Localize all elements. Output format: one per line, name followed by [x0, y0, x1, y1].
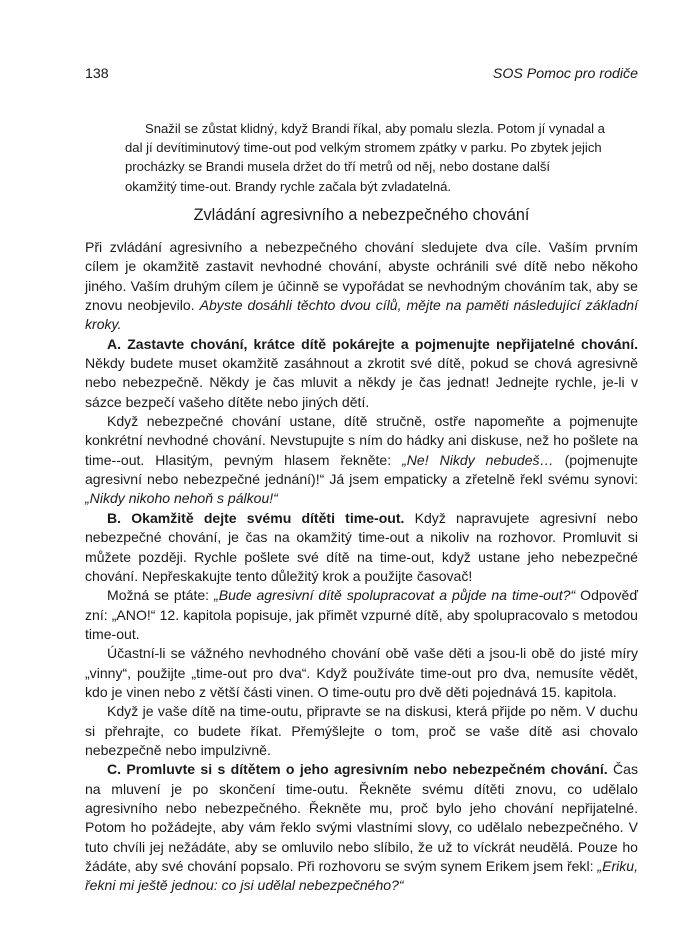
step-b-heading: B. Okamžitě dejte svému dítěti time-out.: [107, 509, 405, 526]
step-c-quote: „Eriku, řekni mi ještě jednou: co jsi udělal nebezpečného?“: [85, 858, 638, 894]
two-children-paragraph: Účastní-li se vážného nevhodného chování obě vaše děti a jsou-li obě do jisté míry „vinny“, použijte „time-out pro dva“. Když používáte time-out pro dva, nemusíte vědět, kdo je vinen nebo z větší části vinen. O time-outu pro dvě děti pojednává 15. kapitola.: [85, 645, 638, 700]
example-paragraph: Snažil se zůstat klidný, když Brandi říkal, aby pomalu slezla. Potom jí vynadal a dal jí devítiminutový time-out pod velkým stromem zpátky v parku. Po zbytek jejich procházky se Brandi musela držet do tří metrů od něj, nebo dostane další okamžitý time-out. Brandy rychle začala být zvladatelná.: [125, 121, 605, 194]
question-quote: „Bude agresivní dítě spolupracovat a půjde na time-out?“: [214, 587, 576, 604]
question-text-1: Možná se ptáte:: [107, 587, 215, 604]
intro-paragraph: [85, 238, 638, 335]
reprimand-text-2: (pojmenujte agresivní nebo nebezpečné jednání)!“ Já jsem empaticky a zřetelně řekl svému synovi:: [85, 451, 638, 488]
question-text-2: Odpověď zní: „ANO!“ 12. kapitola popisuje, jak přimět vzpurné dítě, aby spolupracovalo s metodou time-out.: [85, 587, 638, 642]
reprimand-paragraph: [85, 412, 638, 509]
step-a-paragraph: [85, 335, 638, 412]
reprimand-quote-1: „Ne! Nikdy nebudeš…: [402, 451, 554, 468]
reprimand-text-1: Když nebezpečné chování ustane, dítě stručně, ostře napomeňte a pojmenujte konkrétní nevhodné chování. Nevstupujte s ním do hádky ani diskuse, než ho pošlete na time--out. Hlasitým, pevným hlasem řekněte:: [85, 413, 638, 468]
step-b-paragraph: [85, 509, 638, 586]
page-number: 138: [85, 66, 109, 82]
question-paragraph: [85, 586, 638, 644]
step-b-text: Když napravujete agresivní nebo nebezpečné chování, je čas na okamžitý time-out a nikoliv na rozhovor. Promluvit si můžete později. Rychle pošlete své dítě na time-out, když ustane jeho nebezpečné chování. Nepřeskakujte tento důležitý krok a použijte časovač!: [85, 509, 638, 584]
example-block: [125, 119, 605, 196]
running-header: [85, 64, 638, 84]
reprimand-quote-2: „Nikdy nikoho nehoň s pálkou!“: [85, 490, 278, 507]
intro-text: Při zvládání agresivního a nebezpečného chování sledujete dva cíle. Vaším prvním cílem je okamžitě zastavit nevhodné chování, abyste ochránili své dítě nebo někoho jiného. Vaším druhým cílem je účinně se vypořádat se nevhodným chováním tak, aby se znovu neobjevilo.: [85, 239, 638, 314]
step-c-text: Čas na mluvení je po skončení time-outu. Řekněte svému dítěti znovu, co udělalo agresivního nebo nebezpečného. Řekněte mu, proč bylo jeho chování nepřijatelné. Potom ho požádejte, aby vám řeklo svými vlastními slovy, co udělalo nebezpečného. V tuto chvíli jej nežádáte, aby se omluvilo nebo slíbilo, že už to víckrát neudělá. Pouze ho žádáte, aby své chování popsalo. Při rozhovoru se svým synem Erikem jsem řekl:: [85, 761, 638, 874]
book-title: SOS Pomoc pro rodiče: [492, 66, 638, 82]
body-text: [85, 238, 638, 896]
prepare-paragraph: Když je vaše dítě na time-outu, připravte se na diskusi, která přijde po něm. V duchu si přehrajte, co budete říkat. Přemýšlejte o tom, proč se vaše dítě asi chovalo nebezpečně nebo impulzivně.: [85, 703, 638, 758]
step-c-heading: C. Promluvte si s dítětem o jeho agresivním nebo nebezpečném chování.: [107, 761, 608, 778]
section-heading: Zvládání agresivního a nebezpečného chování: [193, 206, 530, 224]
step-a-heading: A. Zastavte chování, krátce dítě pokárejte a pojmenujte nepřijatelné chování.: [107, 335, 638, 352]
intro-italic: Abyste dosáhli těchto dvou cílů, mějte na paměti následující základní kroky.: [85, 297, 638, 333]
step-c-paragraph: [85, 760, 638, 895]
step-a-text: Někdy budete muset okamžitě zasáhnout a zkrotit své dítě, pokud se chová agresivně nebo nebezpečně. Někdy je čas mluvit a někdy je čas jednat! Jednejte rychle, je-li v sázce bezpečí vašeho dítěte nebo jiných dětí.: [85, 355, 638, 410]
